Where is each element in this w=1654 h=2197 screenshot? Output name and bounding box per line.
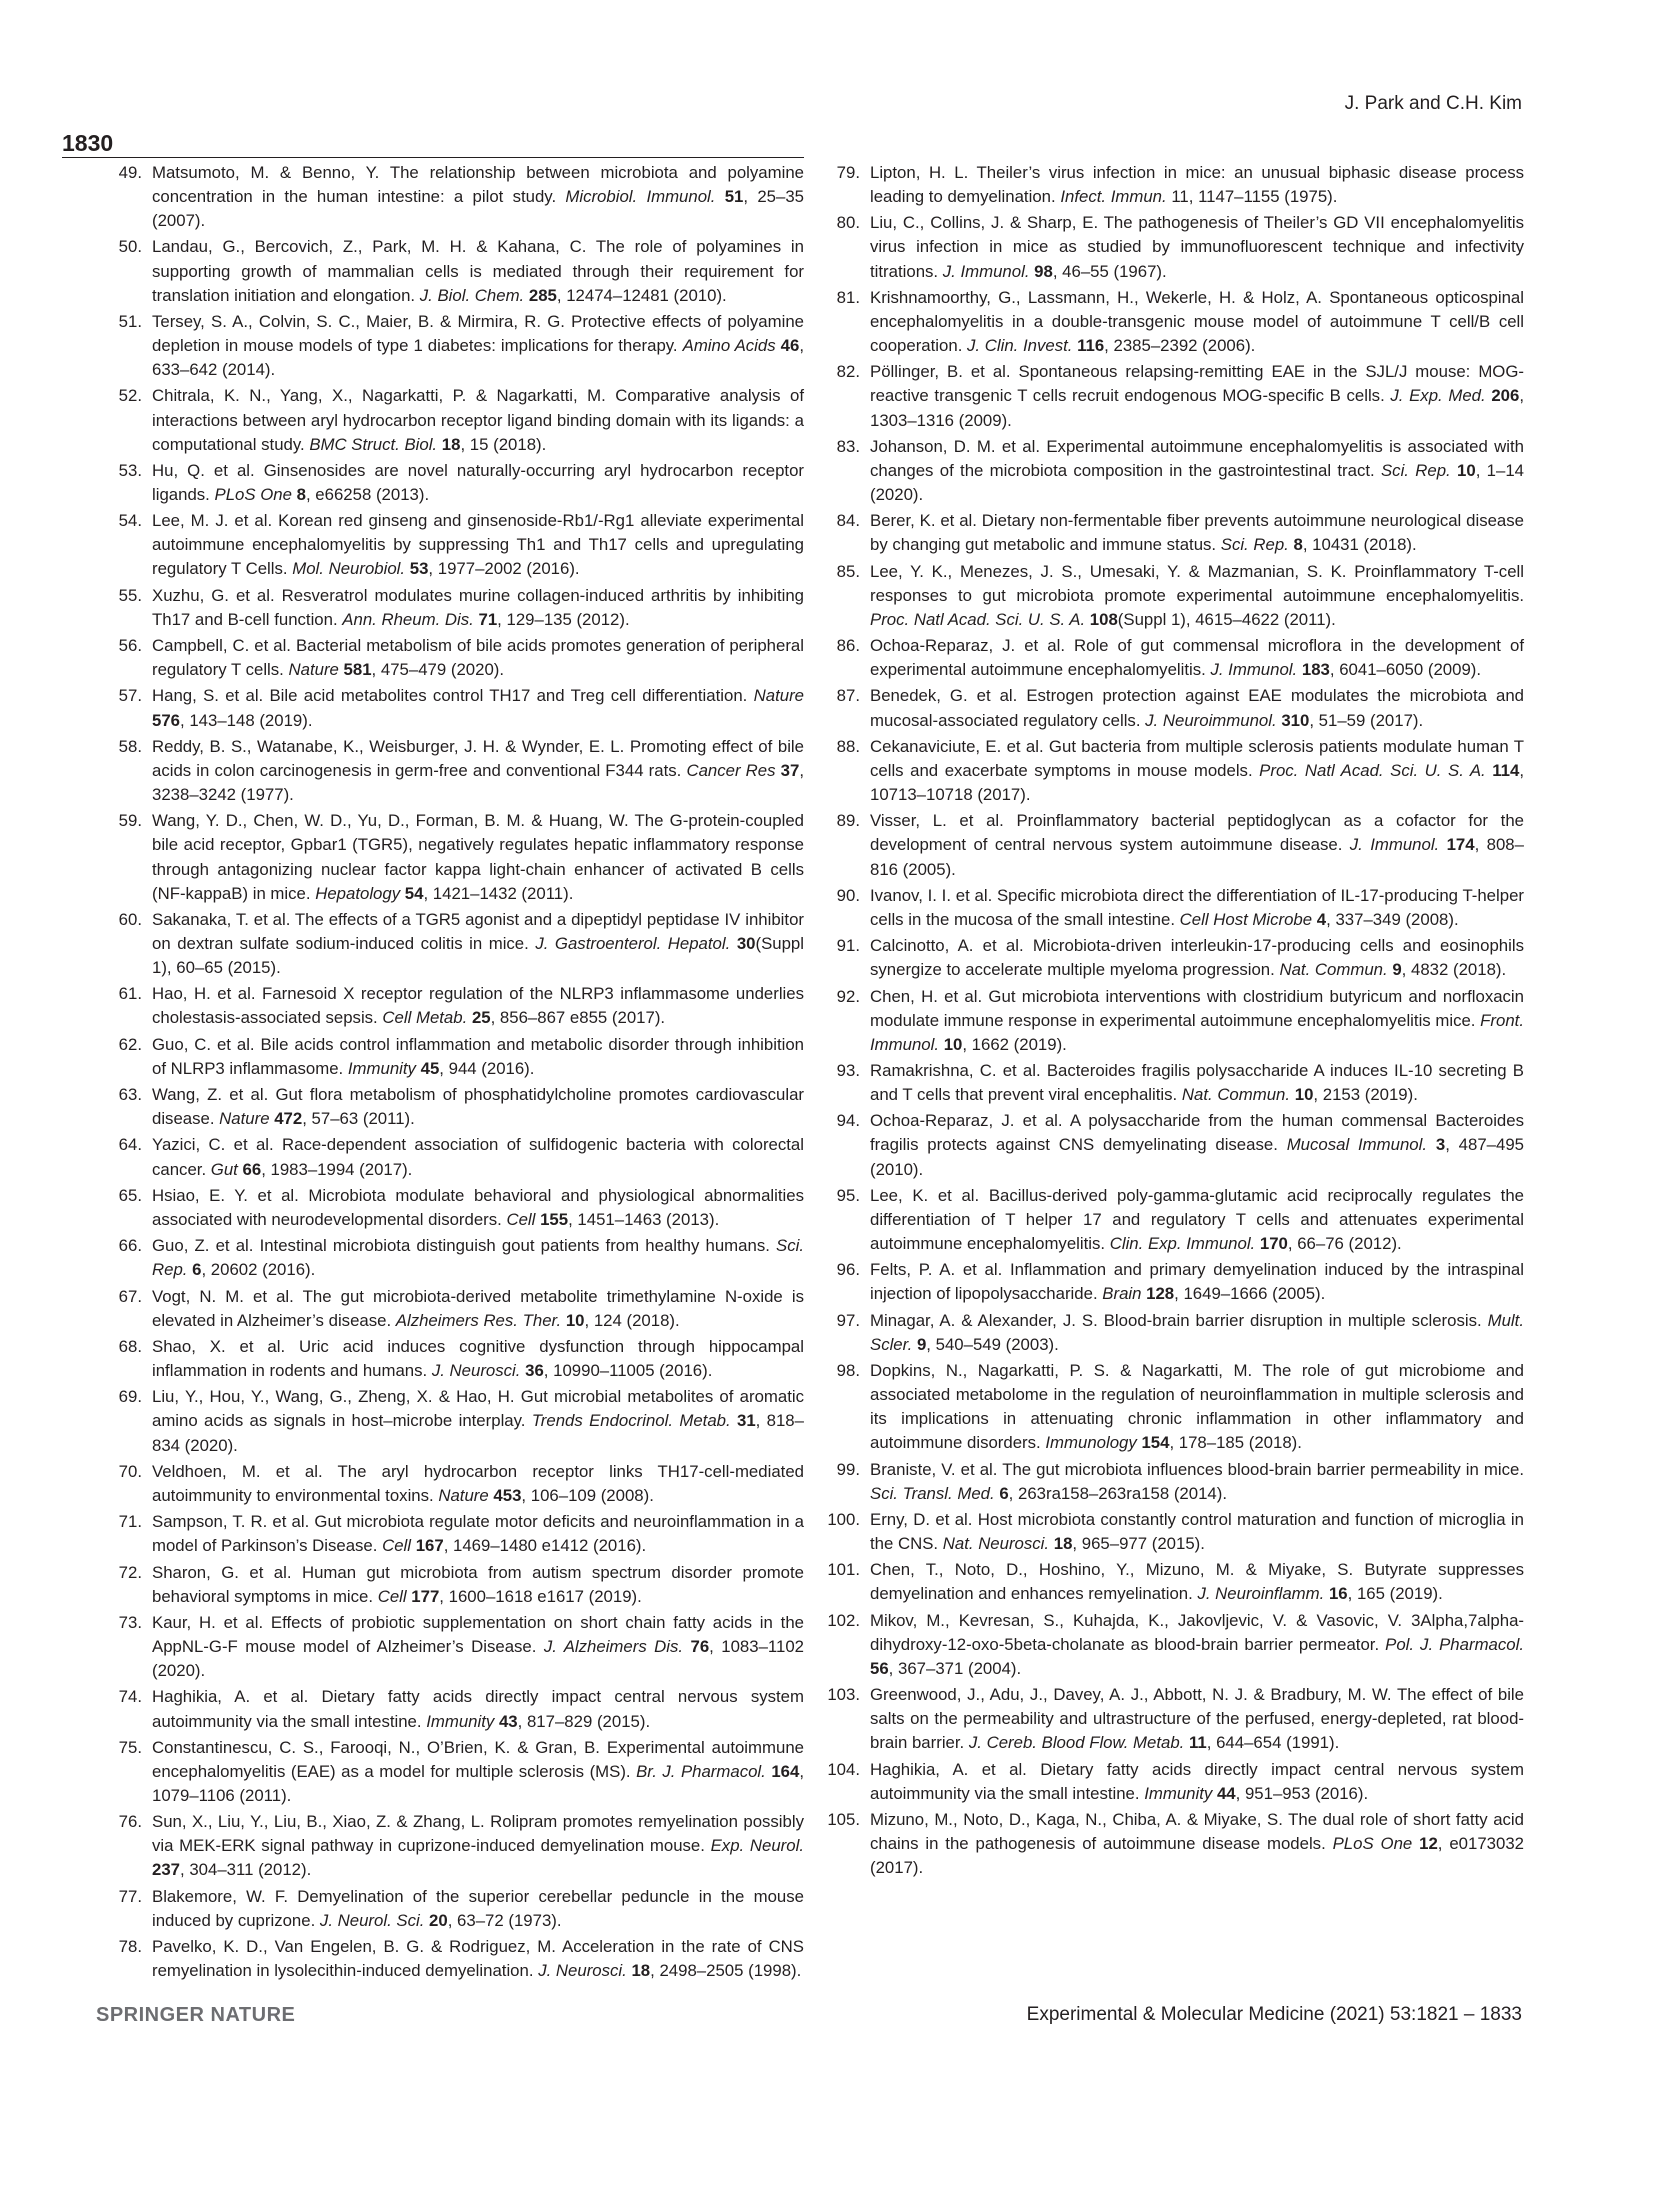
reference-number: 100.	[827, 1510, 860, 1529]
reference-number: 60.	[118, 909, 142, 929]
reference-item	[96, 384, 804, 456]
reference-text: Hu, Q. et al. Ginsenosides are novel naturally-occurring aryl hydrocarbon receptor ligands. PLoS One 8, e66258 (2013).	[152, 460, 804, 504]
reference-item	[96, 908, 804, 980]
reference-text: Ramakrishna, C. et al. Bacteroides fragilis polysaccharide A induces IL-10 secreting B and T cells that prevent viral encephalitis. Nat. Commun. 10, 2153 (2019).	[870, 1061, 1524, 1105]
reference-item	[96, 1460, 804, 1508]
reference-item	[814, 809, 1524, 881]
reference-number: 58.	[118, 736, 142, 756]
running-head: J. Park and C.H. Kim	[1344, 93, 1522, 114]
reference-number: 92.	[836, 986, 860, 1006]
reference-text: Campbell, C. et al. Bacterial metabolism of bile acids promotes generation of peripheral regulatory T cells. Nature 581, 475–479 (2020).	[152, 636, 804, 680]
reference-number: 82.	[836, 362, 860, 382]
reference-item	[814, 1808, 1524, 1880]
reference-text: Krishnamoorthy, G., Lassmann, H., Wekerle, H. & Holz, A. Spontaneous opticospinal encephalomyelitis in a double-transgenic mouse model of autoimmune T cell/B cell cooperation. J. Clin. Invest. 116, 2385–2392 (2006).	[870, 287, 1524, 356]
reference-item	[814, 1359, 1524, 1455]
reference-number: 103.	[827, 1685, 860, 1705]
reference-number: 59.	[118, 811, 142, 831]
reference-item	[96, 1133, 804, 1181]
reference-number: 69.	[118, 1387, 142, 1407]
reference-item	[814, 1508, 1524, 1556]
reference-item	[814, 1184, 1524, 1256]
reference-item	[96, 1561, 804, 1609]
reference-text: Cekanaviciute, E. et al. Gut bacteria from multiple sclerosis patients modulate human T cells and exacerbate symptoms in mouse models. Proc. Natl Acad. Sci. U. S. A. 114, 10713–10718 (2017).	[870, 736, 1524, 805]
reference-text: Calcinotto, A. et al. Microbiota-driven interleukin-17-producing cells and eosinophils synergize to accelerate multiple myeloma progression. Nat. Commun. 9, 4832 (2018).	[870, 936, 1524, 980]
reference-text: Lee, M. J. et al. Korean red ginseng and ginsenoside-Rb1/-Rg1 alleviate experimental autoimmune encephalomyelitis by suppressing Th1 and Th17 cells and upregulating regulatory T Cells. Mol. Neurobiol. 53, 1977–2002 (2016).	[152, 511, 804, 579]
reference-text: Wang, Z. et al. Gut flora metabolism of phosphatidylcholine promotes cardiovascular disease. Nature 472, 57–63 (2011).	[152, 1085, 804, 1129]
reference-item	[814, 509, 1524, 557]
reference-number: 73.	[118, 1612, 142, 1632]
reference-text: Landau, G., Bercovich, Z., Park, M. H. & Kahana, C. The role of polyamines in supporting growth of mammalian cells is mediated through their requirement for translation initiation and elongation. J. Biol. Chem. 285, 12474–12481 (2010).	[152, 237, 804, 305]
reference-text: Guo, Z. et al. Intestinal microbiota distinguish gout patients from healthy humans. Sci. Rep. 6, 20602 (2016).	[152, 1236, 804, 1280]
reference-text: Kaur, H. et al. Effects of probiotic supplementation on short chain fatty acids in the AppNL-G-F mouse model of Alzheimer’s Disease. J. Alzheimers Dis. 76, 1083–1102 (2020).	[152, 1612, 804, 1681]
reference-number: 101.	[827, 1560, 860, 1580]
reference-number: 57.	[118, 686, 142, 706]
reference-item	[96, 1234, 804, 1282]
reference-text: Dopkins, N., Nagarkatti, P. S. & Nagarkatti, M. The role of gut microbiome and associated metabolome in the regulation of neuroinflammation in multiple sclerosis and its implications in attenuating chronic inflammation in other inflammatory and autoimmune disorders. Immunology 154, 178–185 (2018).	[870, 1361, 1524, 1453]
reference-number: 77.	[118, 1886, 142, 1906]
reference-text: Wang, Y. D., Chen, W. D., Yu, D., Forman, B. M. & Huang, W. The G-protein-coupled bile acid receptor, Gpbar1 (TGR5), negatively regulates hepatic inflammatory response through antagonizing nuclear factor kappa light-chain enhancer of activated B cells (NF-kappaB) in mice. Hepatology 54, 1421–1432 (2011).	[152, 811, 804, 903]
reference-item	[96, 1083, 804, 1131]
reference-number: 55.	[118, 585, 142, 605]
reference-item	[814, 634, 1524, 682]
reference-number: 89.	[836, 811, 860, 831]
reference-item	[814, 1059, 1524, 1107]
reference-text: Veldhoen, M. et al. The aryl hydrocarbon receptor links TH17-cell-mediated autoimmunity to environmental toxins. Nature 453, 106–109 (2008).	[152, 1461, 804, 1505]
reference-text: Matsumoto, M. & Benno, Y. The relationship between microbiota and polyamine concentration in the human intestine: a pilot study. Microbiol. Immunol. 51, 25–35 (2007).	[152, 163, 804, 231]
reference-text: Pavelko, K. D., Van Engelen, B. G. & Rodriguez, M. Acceleration in the rate of CNS remyelination in lysolecithin-induced demyelination. J. Neurosci. 18, 2498–2505 (1998).	[152, 1937, 804, 1981]
reference-number: 65.	[118, 1185, 142, 1205]
reference-number: 91.	[836, 936, 860, 956]
reference-item	[96, 1685, 804, 1733]
reference-text: Hao, H. et al. Farnesoid X receptor regulation of the NLRP3 inflammasome underlies cholestasis-associated sepsis. Cell Metab. 25, 856–867 e855 (2017).	[152, 984, 804, 1028]
reference-item	[96, 509, 804, 581]
reference-text: Xuzhu, G. et al. Resveratrol modulates murine collagen-induced arthritis by inhibiting Th17 and B-cell function. Ann. Rheum. Dis. 71, 129–135 (2012).	[152, 585, 804, 629]
reference-number: 53.	[118, 460, 142, 480]
reference-number: 94.	[836, 1111, 860, 1131]
reference-number: 56.	[118, 636, 142, 656]
reference-item	[96, 1033, 804, 1081]
reference-item	[96, 982, 804, 1030]
reference-item	[96, 459, 804, 507]
reference-number: 49.	[118, 163, 142, 182]
reference-number: 102.	[827, 1610, 860, 1630]
reference-item	[814, 735, 1524, 807]
reference-item	[96, 634, 804, 682]
reference-list-right-column	[814, 161, 1524, 1883]
reference-number: 85.	[836, 561, 860, 581]
reference-number: 54.	[118, 511, 142, 531]
reference-text: Erny, D. et al. Host microbiota constantly control maturation and function of microglia in the CNS. Nat. Neurosci. 18, 965–977 (2015).	[870, 1510, 1524, 1554]
reference-text: Ivanov, I. I. et al. Specific microbiota direct the differentiation of IL-17-producing T-helper cells in the mucosa of the small intestine. Cell Host Microbe 4, 337–349 (2008).	[870, 885, 1524, 929]
reference-item	[814, 1258, 1524, 1306]
reference-text: Sampson, T. R. et al. Gut microbiota regulate motor deficits and neuroinflammation in a model of Parkinson’s Disease. Cell 167, 1469–1480 e1412 (2016).	[152, 1512, 804, 1556]
reference-item	[814, 1683, 1524, 1755]
reference-item	[814, 884, 1524, 932]
reference-item	[96, 1335, 804, 1383]
reference-item	[814, 435, 1524, 507]
reference-text: Felts, P. A. et al. Inflammation and primary demyelination induced by the intraspinal injection of lipopolysaccharide. Brain 128, 1649–1666 (2005).	[870, 1260, 1524, 1304]
reference-number: 105.	[827, 1810, 860, 1830]
reference-text: Constantinescu, C. S., Farooqi, N., O’Brien, K. & Gran, B. Experimental autoimmune encephalomyelitis (EAE) as a model for multiple sclerosis (MS). Br. J. Pharmacol. 164, 1079–1106 (2011).	[152, 1737, 804, 1805]
reference-text: Mizuno, M., Noto, D., Kaga, N., Chiba, A. & Miyake, S. The dual role of short fatty acid chains in the pathogenesis of autoimmune disease models. PLoS One 12, e0173032 (2017).	[870, 1810, 1524, 1878]
reference-list-left-column	[96, 161, 804, 1985]
reference-number: 61.	[118, 984, 142, 1004]
reference-text: Minagar, A. & Alexander, J. S. Blood-brain barrier disruption in multiple sclerosis. Mult. Scler. 9, 540–549 (2003).	[870, 1310, 1524, 1354]
reference-item	[814, 1458, 1524, 1506]
reference-number: 83.	[836, 436, 860, 456]
reference-item	[96, 684, 804, 732]
reference-number: 51.	[118, 311, 142, 331]
reference-text: Lee, K. et al. Bacillus-derived poly-gamma-glutamic acid reciprocally regulates the differentiation of T helper 17 and regulatory T cells and attenuates experimental autoimmune encephalomyelitis. Clin. Exp. Immunol. 170, 66–76 (2012).	[870, 1185, 1524, 1254]
reference-text: Sun, X., Liu, Y., Liu, B., Xiao, Z. & Zhang, L. Rolipram promotes remyelination possibly via MEK-ERK signal pathway in cuprizone-induced demyelination mouse. Exp. Neurol. 237, 304–311 (2012).	[152, 1812, 804, 1880]
reference-text: Ochoa-Reparaz, J. et al. A polysaccharide from the human commensal Bacteroides fragilis protects against CNS demyelinating disease. Mucosal Immunol. 3, 487–495 (2010).	[870, 1111, 1524, 1179]
journal-citation: Experimental & Molecular Medicine (2021) 53:1821 – 1833	[1026, 2004, 1522, 2025]
reference-text: Sakanaka, T. et al. The effects of a TGR5 agonist and a dipeptidyl peptidase IV inhibitor on dextran sulfate sodium-induced colitis in mice. J. Gastroenterol. Hepatol. 30(Suppl 1), 60–65 (2015).	[152, 909, 804, 978]
reference-number: 70.	[118, 1461, 142, 1481]
reference-item	[814, 1758, 1524, 1806]
reference-item	[814, 985, 1524, 1057]
reference-text: Visser, L. et al. Proinflammatory bacterial peptidoglycan as a cofactor for the development of central nervous system autoimmune disease. J. Immunol. 174, 808–816 (2005).	[870, 811, 1524, 879]
reference-text: Chitrala, K. N., Yang, X., Nagarkatti, P. & Nagarkatti, M. Comparative analysis of interactions between aryl hydrocarbon receptor ligand binding domain with its ligands: a computational study. BMC Struct. Biol. 18, 15 (2018).	[152, 386, 804, 454]
reference-item	[96, 809, 804, 905]
reference-number: 68.	[118, 1336, 142, 1356]
reference-number: 74.	[118, 1687, 142, 1707]
reference-text: Liu, Y., Hou, Y., Wang, G., Zheng, X. & Hao, H. Gut microbial metabolites of aromatic amino acids as signals in host–microbe interplay. Trends Endocrinol. Metab. 31, 818–834 (2020).	[152, 1387, 804, 1455]
reference-text: Haghikia, A. et al. Dietary fatty acids directly impact central nervous system autoimmunity via the small intestine. Immunity 43, 817–829 (2015).	[152, 1687, 804, 1731]
reference-item	[96, 1810, 804, 1882]
reference-text: Benedek, G. et al. Estrogen protection against EAE modulates the microbiota and mucosal-associated regulatory cells. J. Neuroimmunol. 310, 51–59 (2017).	[870, 686, 1524, 730]
page-number: 1830	[62, 130, 114, 156]
reference-text: Liu, C., Collins, J. & Sharp, E. The pathogenesis of Theiler’s GD VII encephalomyelitis virus infection in mice as studied by immunofluorescent technique and infectivity titrations. J. Immunol. 98, 46–55 (1967).	[870, 213, 1524, 281]
reference-item	[814, 684, 1524, 732]
reference-number: 99.	[836, 1459, 860, 1479]
reference-item	[814, 560, 1524, 632]
reference-text: Guo, C. et al. Bile acids control inflammation and metabolic disorder through inhibition of NLRP3 inflammasome. Immunity 45, 944 (2016).	[152, 1034, 804, 1078]
reference-item	[96, 584, 804, 632]
reference-number: 76.	[118, 1812, 142, 1832]
reference-text: Yazici, C. et al. Race-dependent association of sulfidogenic bacteria with colorectal cancer. Gut 66, 1983–1994 (2017).	[152, 1135, 804, 1179]
header-rule	[62, 157, 804, 158]
reference-number: 50.	[118, 237, 142, 257]
reference-text: Tersey, S. A., Colvin, S. C., Maier, B. & Mirmira, R. G. Protective effects of polyamine depletion in mouse models of type 1 diabetes: implications for therapy. Amino Acids 46, 633–642 (2014).	[152, 311, 804, 380]
reference-text: Vogt, N. M. et al. The gut microbiota-derived metabolite trimethylamine N-oxide is elevated in Alzheimer’s disease. Alzheimers Res. Ther. 10, 124 (2018).	[152, 1286, 804, 1330]
reference-text: Sharon, G. et al. Human gut microbiota from autism spectrum disorder promote behavioral symptoms in mice. Cell 177, 1600–1618 e1617 (2019).	[152, 1562, 804, 1606]
reference-item	[96, 1184, 804, 1232]
reference-text: Shao, X. et al. Uric acid induces cognitive dysfunction through hippocampal inflammation in rodents and humans. J. Neurosci. 36, 10990–11005 (2016).	[152, 1336, 804, 1381]
reference-number: 96.	[836, 1260, 860, 1280]
reference-text: Braniste, V. et al. The gut microbiota influences blood-brain barrier permeability in mice. Sci. Transl. Med. 6, 263ra158–263ra158 (2014).	[870, 1459, 1524, 1503]
reference-text: Ochoa-Reparaz, J. et al. Role of gut commensal microflora in the development of experimental autoimmune encephalomyelitis. J. Immunol. 183, 6041–6050 (2009).	[870, 636, 1524, 680]
reference-item	[96, 735, 804, 807]
reference-number: 80.	[836, 213, 860, 233]
reference-item	[96, 161, 804, 233]
reference-item	[814, 211, 1524, 283]
reference-item	[96, 1935, 804, 1983]
reference-number: 97.	[836, 1310, 860, 1330]
reference-text: Haghikia, A. et al. Dietary fatty acids directly impact central nervous system autoimmunity via the small intestine. Immunity 44, 951–953 (2016).	[870, 1759, 1524, 1803]
reference-item	[96, 1285, 804, 1333]
reference-number: 79.	[836, 163, 860, 182]
reference-item	[814, 1309, 1524, 1357]
reference-number: 63.	[118, 1085, 142, 1105]
reference-text: Chen, H. et al. Gut microbiota interventions with clostridium butyricum and norfloxacin modulate immune response in experimental autoimmune encephalomyelitis mice. Front. Immunol. 10, 1662 (2019).	[870, 986, 1524, 1054]
reference-item	[814, 1558, 1524, 1606]
reference-text: Greenwood, J., Adu, J., Davey, A. J., Abbott, N. J. & Bradbury, M. W. The effect of bile salts on the permeability and ultrastructure of the perfused, energy-depleted, rat blood-brain barrier. J. Cereb. Blood Flow. Metab. 11, 644–654 (1991).	[870, 1685, 1524, 1753]
reference-number: 87.	[836, 686, 860, 706]
reference-number: 104.	[827, 1759, 860, 1779]
reference-item	[814, 1109, 1524, 1181]
reference-number: 98.	[836, 1361, 860, 1381]
reference-number: 66.	[118, 1236, 142, 1256]
reference-number: 72.	[118, 1562, 142, 1582]
reference-item	[96, 310, 804, 382]
reference-item	[96, 1736, 804, 1808]
reference-number: 90.	[836, 885, 860, 905]
springer-nature-logo: SPRINGER NATURE	[96, 2004, 296, 2026]
reference-text: Lee, Y. K., Menezes, J. S., Umesaki, Y. & Mazmanian, S. K. Proinflammatory T-cell responses to gut microbiota promote experimental autoimmune encephalomyelitis. Proc. Natl Acad. Sci. U. S. A. 108(Suppl 1), 4615–4622 (2011).	[870, 561, 1524, 629]
reference-text: Pöllinger, B. et al. Spontaneous relapsing-remitting EAE in the SJL/J mouse: MOG-reactive transgenic T cells recruit endogenous MOG-specific B cells. J. Exp. Med. 206, 1303–1316 (2009).	[870, 362, 1525, 430]
reference-number: 64.	[118, 1135, 142, 1155]
reference-item	[814, 161, 1524, 209]
reference-number: 81.	[836, 287, 860, 307]
reference-number: 75.	[118, 1737, 142, 1757]
reference-number: 78.	[118, 1937, 142, 1957]
reference-number: 93.	[836, 1061, 860, 1080]
reference-item	[814, 360, 1524, 432]
reference-item	[96, 1611, 804, 1683]
reference-number: 52.	[118, 386, 142, 406]
reference-number: 86.	[836, 636, 860, 656]
reference-text: Hsiao, E. Y. et al. Microbiota modulate behavioral and physiological abnormalities associated with neurodevelopmental disorders. Cell 155, 1451–1463 (2013).	[152, 1185, 804, 1229]
reference-item	[814, 1609, 1524, 1681]
reference-item	[96, 1510, 804, 1558]
reference-number: 95.	[836, 1185, 860, 1205]
reference-number: 84.	[836, 511, 860, 531]
reference-text: Hang, S. et al. Bile acid metabolites control TH17 and Treg cell differentiation. Nature 576, 143–148 (2019).	[152, 686, 804, 730]
reference-text: Reddy, B. S., Watanabe, K., Weisburger, J. H. & Wynder, E. L. Promoting effect of bile acids in colon carcinogenesis in germ-free and conventional F344 rats. Cancer Res 37, 3238–3242 (1977).	[152, 736, 804, 805]
reference-item	[814, 934, 1524, 982]
reference-item	[96, 235, 804, 307]
reference-item	[814, 286, 1524, 358]
reference-item	[96, 1885, 804, 1933]
reference-number: 67.	[118, 1286, 142, 1306]
reference-number: 71.	[118, 1512, 142, 1532]
reference-text: Mikov, M., Kevresan, S., Kuhajda, K., Jakovljevic, V. & Vasovic, V. 3Alpha,7alpha-dihydroxy-12-oxo-5beta-cholanate as blood-brain barrier permeator. Pol. J. Pharmacol. 56, 367–371 (2004).	[870, 1610, 1524, 1678]
reference-text: Johanson, D. M. et al. Experimental autoimmune encephalomyelitis is associated with changes of the microbiota composition in the gastrointestinal tract. Sci. Rep. 10, 1–14 (2020).	[870, 436, 1524, 504]
reference-text: Berer, K. et al. Dietary non-fermentable fiber prevents autoimmune neurological disease by changing gut metabolic and immune status. Sci. Rep. 8, 10431 (2018).	[870, 511, 1524, 555]
reference-item	[96, 1385, 804, 1457]
reference-text: Blakemore, W. F. Demyelination of the superior cerebellar peduncle in the mouse induced by cuprizone. J. Neurol. Sci. 20, 63–72 (1973).	[152, 1886, 804, 1930]
reference-number: 62.	[118, 1034, 142, 1054]
reference-number: 88.	[836, 736, 860, 756]
reference-text: Lipton, H. L. Theiler’s virus infection in mice: an unusual biphasic disease process leading to demyelination. Infect. Immun. 11, 1147–1155 (1975).	[870, 163, 1524, 207]
reference-text: Chen, T., Noto, D., Hoshino, Y., Mizuno, M. & Miyake, S. Butyrate suppresses demyelination and enhances remyelination. J. Neuroinflamm. 16, 165 (2019).	[870, 1560, 1524, 1604]
